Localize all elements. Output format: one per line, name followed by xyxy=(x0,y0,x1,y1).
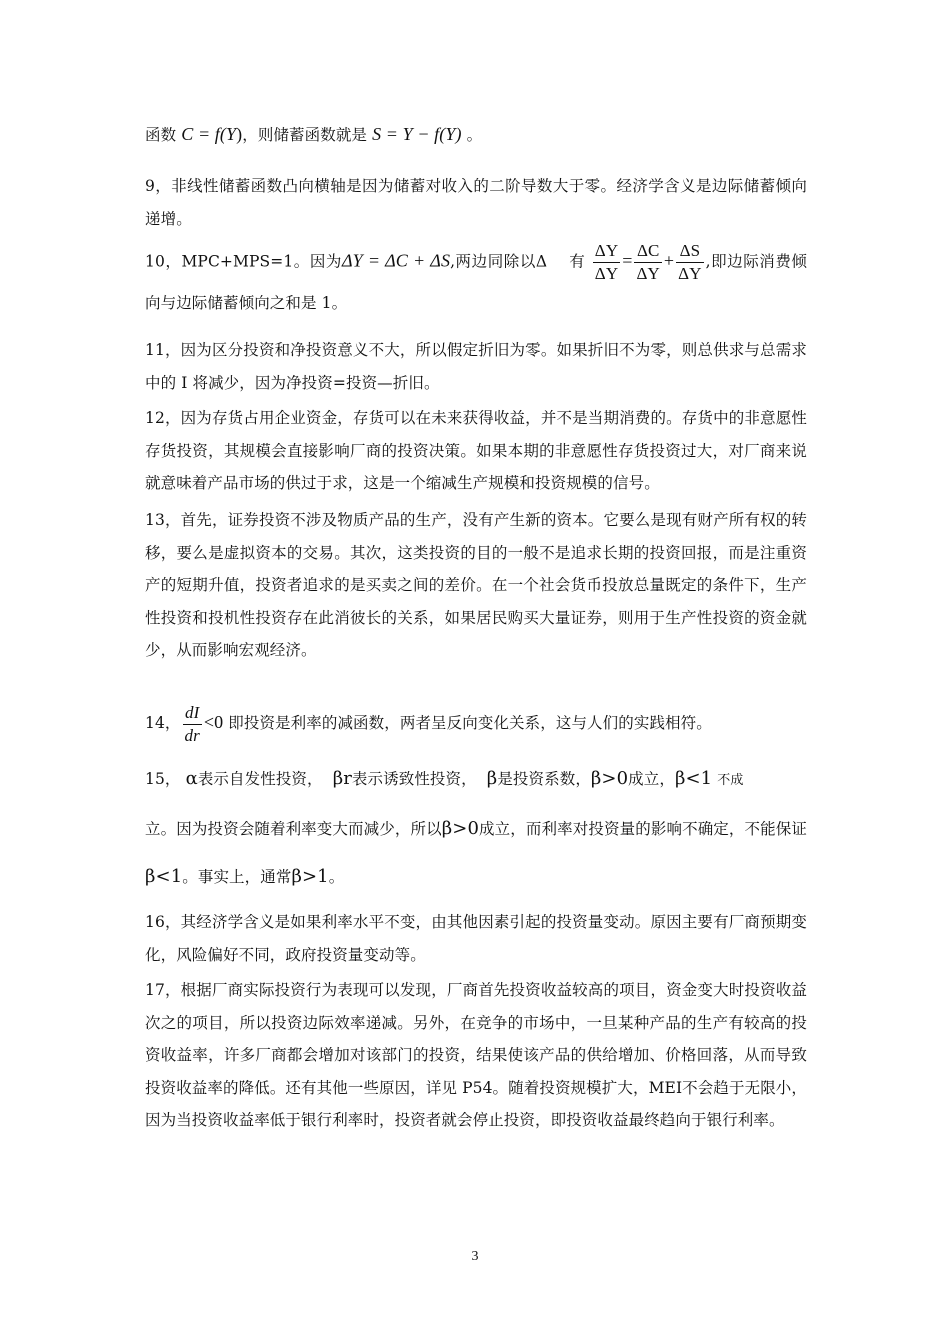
beta-gt-zero: β>0 xyxy=(590,768,629,789)
paragraph-9: 9，非线性储蓄函数凸向横轴是因为储蓄对收入的二阶导数大于零。经济学含义是边际储蓄倾向递增。 xyxy=(145,177,807,228)
beta-gt-zero: β>0 xyxy=(441,818,480,839)
paragraph-11: 11，因为区分投资和净投资意义不大，所以假定折旧为零。如果折旧不为零，则总供求与总需求中的 I 将减少，因为净投资=投资—折旧。 xyxy=(145,341,807,392)
denominator: ΔY xyxy=(594,264,619,283)
numerator: dI xyxy=(183,702,202,725)
numerator: ΔS xyxy=(676,240,703,263)
text: 15， xyxy=(145,770,181,788)
beta-gt-one: β>1 xyxy=(291,866,329,887)
text: 表示诱致性投资， xyxy=(351,770,477,788)
text: ,即边际消费倾向与边际储蓄倾向之和是 1。 xyxy=(145,252,808,312)
math-plus: + xyxy=(663,250,675,271)
text: 立。因为投资会随着利率变大而减少，所以 xyxy=(145,820,442,838)
math-saving-function: S = Y − f(Y) xyxy=(372,124,462,144)
paragraph-17: 17，根据厂商实际投资行为表现可以发现，厂商首先投资收益较高的项目，资金变大时投资收益次之的项目，所以投资边际效率递减。另外，在竞争的市场中，一旦某种产品的生产有较高的投资收益率，许多厂商都会增加对该部门的投资，结果使该产品的供给增加、价格回落，从而导致投资收益率的降低。还有其他一些原因，详见 P54。随着投资规模扩大，MEI不会趋于无限小，因为当投资收益率低于银行利率时，投资者就会停止投资，即投资收益最终趋向于银行利率。 xyxy=(145,981,807,1129)
paragraph-14 xyxy=(145,700,807,747)
text: 是投资系数， xyxy=(497,770,591,788)
text: ,两边同除以Δ xyxy=(450,252,548,271)
text: 。事实上，通常 xyxy=(182,868,292,886)
math-consumption-function: C = f( xyxy=(181,124,226,144)
paragraph-10 xyxy=(145,240,807,321)
beta-lt-one: β<1 xyxy=(145,866,183,887)
paragraph-13: 13，首先，证券投资不涉及物质产品的生产，没有产生新的资本。它要么是现有财产所有权的转移，要么是虚拟资本的交易。其次，这类投资的目的一般不是追求长期的投资回报，而是注重资产的短期升值，投资者追求的是买卖之间的差价。在一个社会货币投放总量既定的条件下，生产性投资和投机性投资存在此消彼长的关系，如果居民购买大量证券，则用于生产性投资的资金就少，从而影响宏观经济。 xyxy=(145,511,807,659)
beta-lt-one: β<1 xyxy=(674,768,713,789)
text: 成立，而利率对投资量的影响不确定，不能保证 xyxy=(479,820,808,838)
numerator: ΔY xyxy=(593,240,620,263)
text: 有 xyxy=(569,252,586,271)
paragraph-8-cont xyxy=(145,118,807,152)
math-delta-equation: ΔY = ΔC + ΔS xyxy=(341,250,451,271)
fraction-ds-dy xyxy=(676,240,703,285)
fraction-di-dr xyxy=(183,702,202,747)
math-equals: = xyxy=(622,250,633,271)
beta-r-symbol: βr xyxy=(332,768,352,789)
text: 表示自发性投资， xyxy=(197,770,323,788)
fraction-dc-dy xyxy=(634,240,661,285)
text: 10，MPC+MPS=1。因为 xyxy=(145,252,342,271)
denominator: ΔY xyxy=(678,264,702,283)
denominator: ΔY xyxy=(636,264,660,283)
math-less-than-zero: <0 xyxy=(203,712,224,732)
page-number: 3 xyxy=(471,1249,479,1264)
text: 成立， xyxy=(628,770,675,788)
fraction-dy-dy xyxy=(593,240,620,285)
text: 。 xyxy=(328,868,345,886)
text: 即投资是利率的减函数，两者呈反向变化关系，这与人们的实践相符。 xyxy=(228,714,712,732)
math-var: Y xyxy=(225,124,237,144)
math-paren: ) xyxy=(236,124,243,144)
alpha-symbol: α xyxy=(185,768,198,789)
beta-symbol: β xyxy=(486,768,498,789)
numerator: ΔC xyxy=(634,240,661,263)
paragraph-12: 12，因为存货占用企业资金，存货可以在未来获得收益，并不是当期消费的。存货中的非意愿性存货投资，其规模会直接影响厂商的投资决策。如果本期的非意愿性存货投资过大，对厂商来说就意味着产品市场的供过于求，这是一个缩减生产规模和投资规模的信号。 xyxy=(145,409,807,492)
text: 14， xyxy=(145,714,181,732)
paragraph-16: 16，其经济学含义是如果利率水平不变，由其他因素引起的投资量变动。原因主要有厂商预期变化，风险偏好不同，政府投资量变动等。 xyxy=(145,913,807,964)
text: 不成 xyxy=(717,773,744,788)
denominator: dr xyxy=(184,725,200,745)
text: ，则储蓄函数就是 xyxy=(242,126,368,144)
text: 函数 xyxy=(145,126,177,144)
text: 。 xyxy=(466,126,483,144)
paragraph-15 xyxy=(145,757,807,899)
